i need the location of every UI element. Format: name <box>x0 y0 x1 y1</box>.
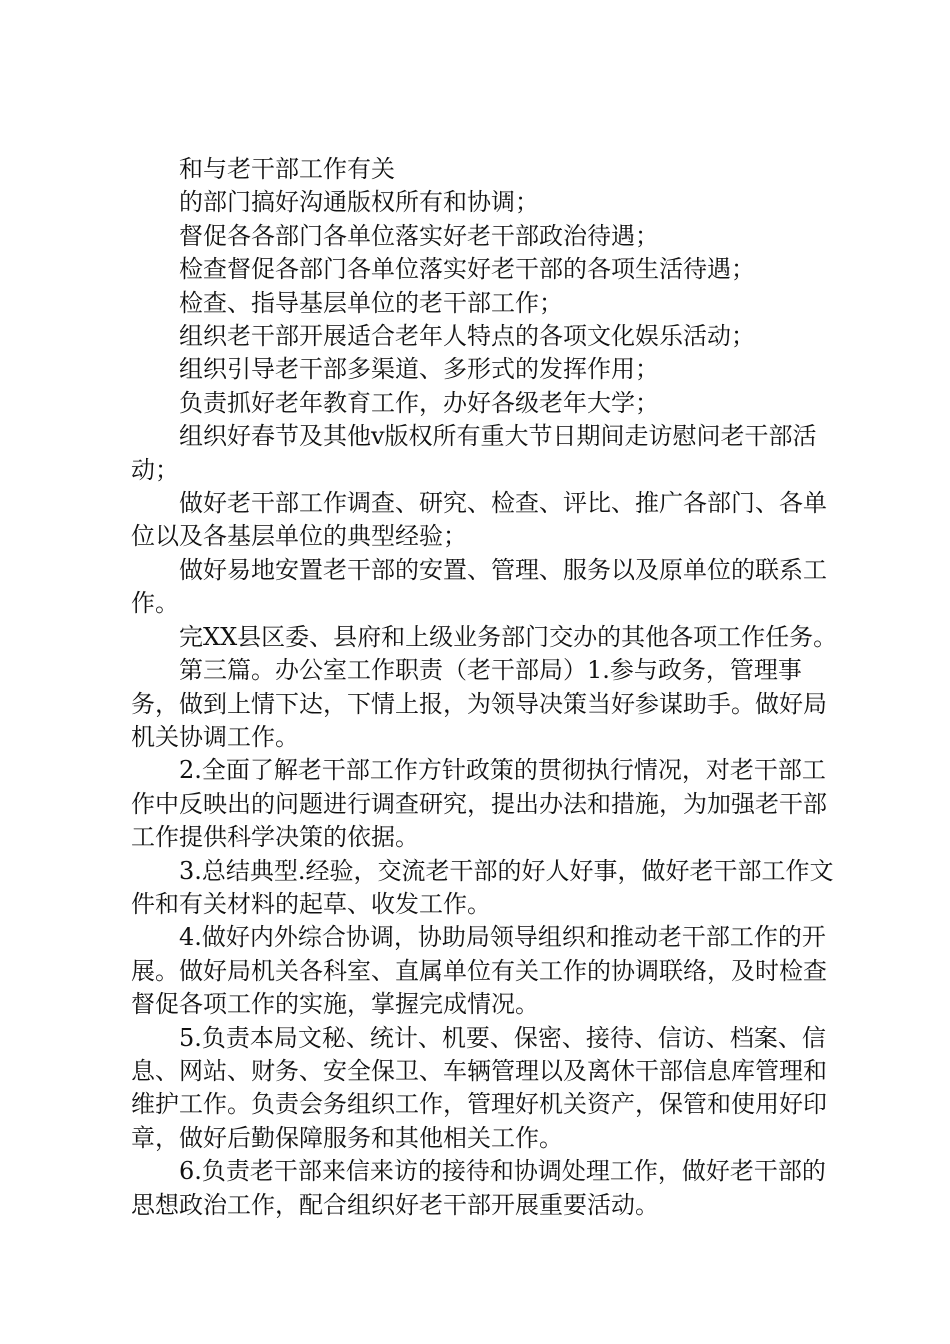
paragraph: 做好老干部工作调查、研究、检查、评比、推广各部门、各单位以及各基层单位的典型经验； <box>131 489 827 551</box>
paragraph: 组织引导老干部多渠道、多形式的发挥作用； <box>179 355 659 384</box>
paragraph: 5.负责本局文秘、统计、机要、保密、接待、信访、档案、信息、网站、财务、安全保卫、车辆管理以及离休干部信息库管理和维护工作。负责会务组织工作，管理好机关资产，保管和使用好印章，做好后勤保障服务和其他相关工作。 <box>131 1023 827 1152</box>
paragraph: 检查督促各部门各单位落实好老干部的各项生活待遇； <box>179 255 755 284</box>
paragraph: 完XX县区委、县府和上级业务部门交办的其他各项工作任务。 <box>179 622 838 651</box>
paragraph: 3.总结典型.经验，交流老干部的好人好事，做好老干部工作文件和有关材料的起草、收发工作。 <box>131 856 834 918</box>
paragraph: 组织老干部开展适合老年人特点的各项文化娱乐活动； <box>179 322 755 351</box>
paragraph: 做好易地安置老干部的安置、管理、服务以及原单位的联系工作。 <box>131 555 827 618</box>
document-body <box>131 153 841 1222</box>
paragraph: 检查、指导基层单位的老干部工作； <box>179 288 563 317</box>
paragraph: 4.做好内外综合协调，协助局领导组织和推动老干部工作的开展。做好局机关各科室、直属单位有关工作的协调联络，及时检查督促各项工作的实施，掌握完成情况。 <box>131 923 827 1019</box>
paragraph: 组织好春节及其他v版权所有重大节日期间走访慰问老干部活动； <box>131 422 817 484</box>
paragraph: 6.负责老干部来信来访的接待和协调处理工作，做好老干部的思想政治工作，配合组织好老干部开展重要活动。 <box>131 1157 826 1219</box>
paragraph: 第三篇。办公室工作职责（老干部局）1.参与政务，管理事务，做到上情下达，下情上报，为领导决策当好参谋助手。做好局机关协调工作。 <box>131 656 827 751</box>
paragraph: 和与老干部工作有关 <box>179 155 395 183</box>
paragraph: 督促各各部门各单位落实好老干部政治待遇； <box>179 221 659 250</box>
paragraph: 负责抓好老年教育工作，办好各级老年大学； <box>179 388 659 417</box>
paragraph: 2.全面了解老干部工作方针政策的贯彻执行情况，对老干部工作中反映出的问题进行调查研究，提出办法和措施，为加强老干部工作提供科学决策的依据。 <box>131 756 827 852</box>
paragraph: 的部门搞好沟通版权所有和协调； <box>179 188 539 217</box>
